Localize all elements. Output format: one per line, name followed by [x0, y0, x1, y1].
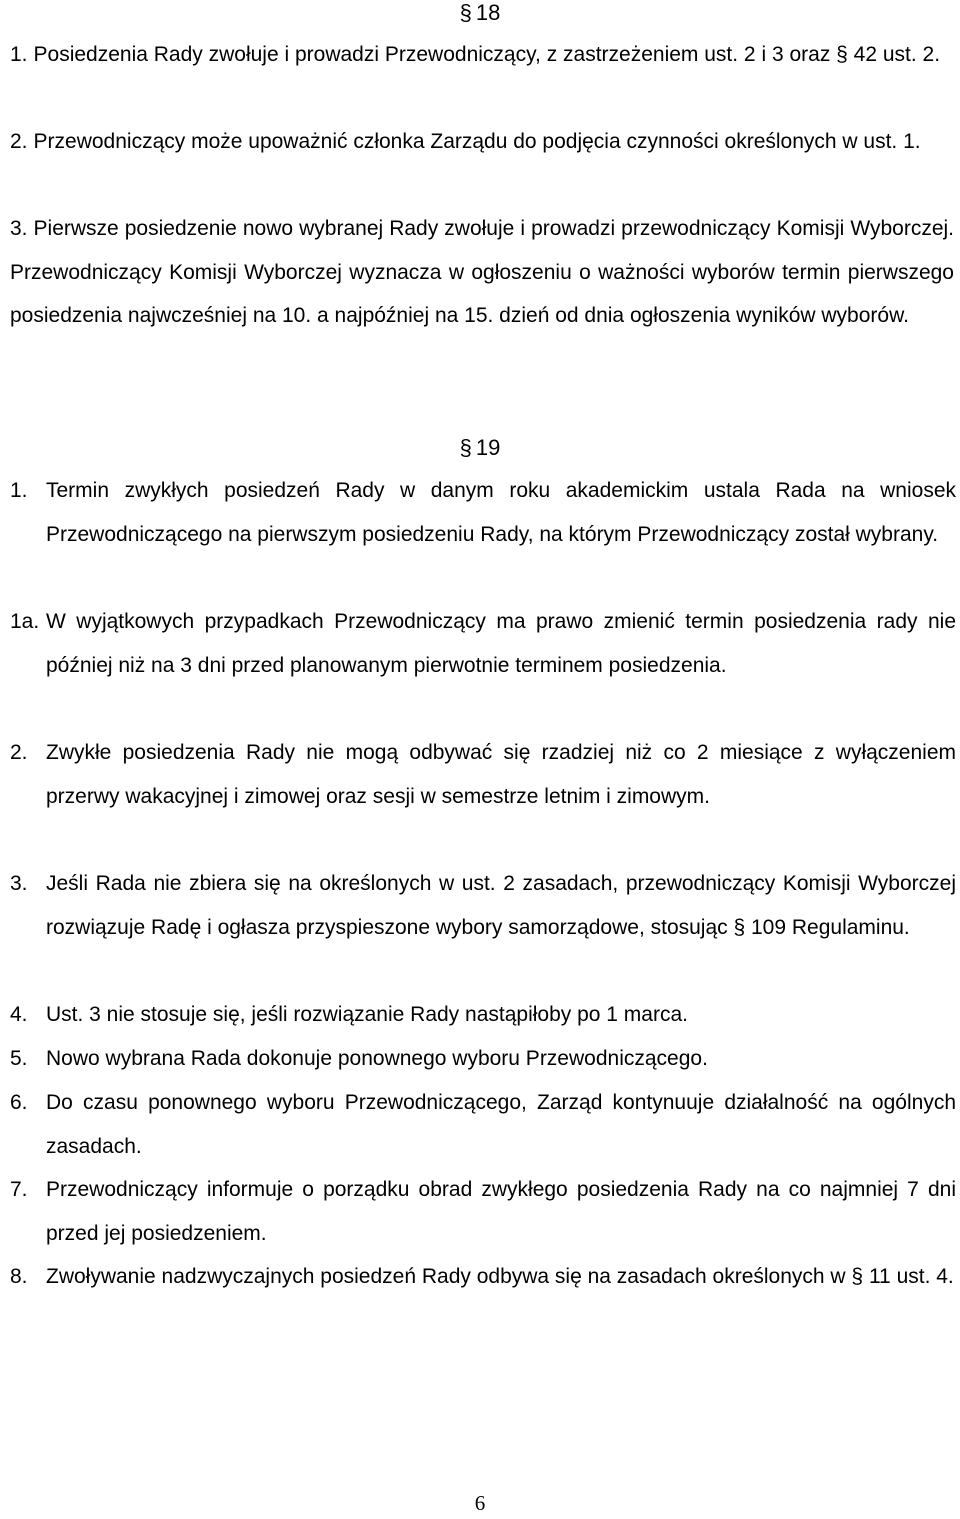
item-number: 1a.: [10, 610, 40, 633]
item-number: 4.: [10, 1003, 28, 1026]
section-19-item-6: [0, 1081, 956, 1168]
section-19-item-3: [0, 862, 956, 949]
item-number: 2.: [10, 130, 28, 153]
section-symbol: §: [459, 0, 472, 25]
page-number: 6: [474, 1491, 486, 1515]
section-19-item-7: [0, 1168, 956, 1255]
section-number: 18: [475, 0, 501, 25]
section-19-item-4: [0, 993, 956, 1037]
item-number: 3.: [10, 872, 28, 895]
item-number: 6.: [10, 1091, 28, 1114]
section-18-heading: [0, 0, 960, 33]
section-symbol: §: [459, 435, 472, 460]
item-number: 7.: [10, 1178, 28, 1201]
section-18-item-1: [10, 33, 954, 77]
item-number: 2.: [10, 741, 28, 764]
item-text: Posiedzenia Rady zwołuje i prowadzi Przewodniczący, z zastrzeżeniem ust. 2 i 3 oraz § 42 ust. 2.: [33, 43, 941, 66]
item-number: 8.: [10, 1265, 28, 1288]
section-19-item-1: [0, 469, 956, 556]
section-19-item-1a: [0, 600, 956, 687]
section-19-item-2: [0, 731, 956, 818]
item-text: Jeśli Rada nie zbiera się na określonych w ust. 2 zasadach, przewodniczący Komisji Wyborczej rozwiązuje Radę i ogłasza przyspieszone wybory samorządowe, stosując § 109 Regulaminu.: [46, 872, 956, 939]
item-text: Nowo wybrana Rada dokonuje ponownego wyboru Przewodniczącego.: [46, 1047, 708, 1070]
item-number: 5.: [10, 1047, 28, 1070]
item-text: Zwykłe posiedzenia Rady nie mogą odbywać się rzadziej niż co 2 miesiące z wyłączeniem przerwy wakacyjnej i zimowej oraz sesji w semestrze letnim i zimowym.: [46, 741, 956, 808]
section-19-heading: [0, 428, 960, 468]
item-number: 3.: [10, 217, 28, 240]
item-text: W wyjątkowych przypadkach Przewodniczący ma prawo zmienić termin posiedzenia rady nie później niż na 3 dni przed planowanym pierwotnie terminem posiedzenia.: [46, 610, 956, 677]
item-text: Przewodniczący informuje o porządku obrad zwykłego posiedzenia Rady na co najmniej 7 dni przed jej posiedzeniem.: [46, 1178, 956, 1245]
item-text: Do czasu ponownego wyboru Przewodniczącego, Zarząd kontynuuje działalność na ogólnych zasadach.: [46, 1091, 956, 1158]
item-number: 1.: [10, 479, 28, 502]
item-text: Pierwsze posiedzenie nowo wybranej Rady zwołuje i prowadzi przewodniczący Komisji Wyborczej. Przewodniczący Komisji Wyborczej wyznacza w ogłoszeniu o ważności wyborów termin pierwszego posiedzenia najwcześniej na 10. a najpóźniej na 15. dzień od dnia ogłoszenia wyników wyborów.: [10, 217, 954, 327]
section-19-item-8: [0, 1255, 956, 1299]
item-text: Ust. 3 nie stosuje się, jeśli rozwiązanie Rady nastąpiłoby po 1 marca.: [46, 1003, 688, 1026]
item-text: Zwoływanie nadzwyczajnych posiedzeń Rady odbywa się na zasadach określonych w § 11 ust. 4.: [46, 1265, 954, 1288]
item-number: 1.: [10, 43, 28, 66]
section-18-item-3: [10, 207, 954, 338]
item-text: Termin zwykłych posiedzeń Rady w danym roku akademickim ustala Rada na wniosek Przewodniczącego na pierwszym posiedzeniu Rady, na którym Przewodniczący został wybrany.: [46, 479, 956, 546]
section-number: 19: [475, 435, 501, 460]
section-18-item-2: [10, 120, 954, 164]
section-19-item-5: [0, 1037, 956, 1081]
item-text: Przewodniczący może upoważnić członka Zarządu do podjęcia czynności określonych w ust. 1.: [33, 130, 921, 153]
